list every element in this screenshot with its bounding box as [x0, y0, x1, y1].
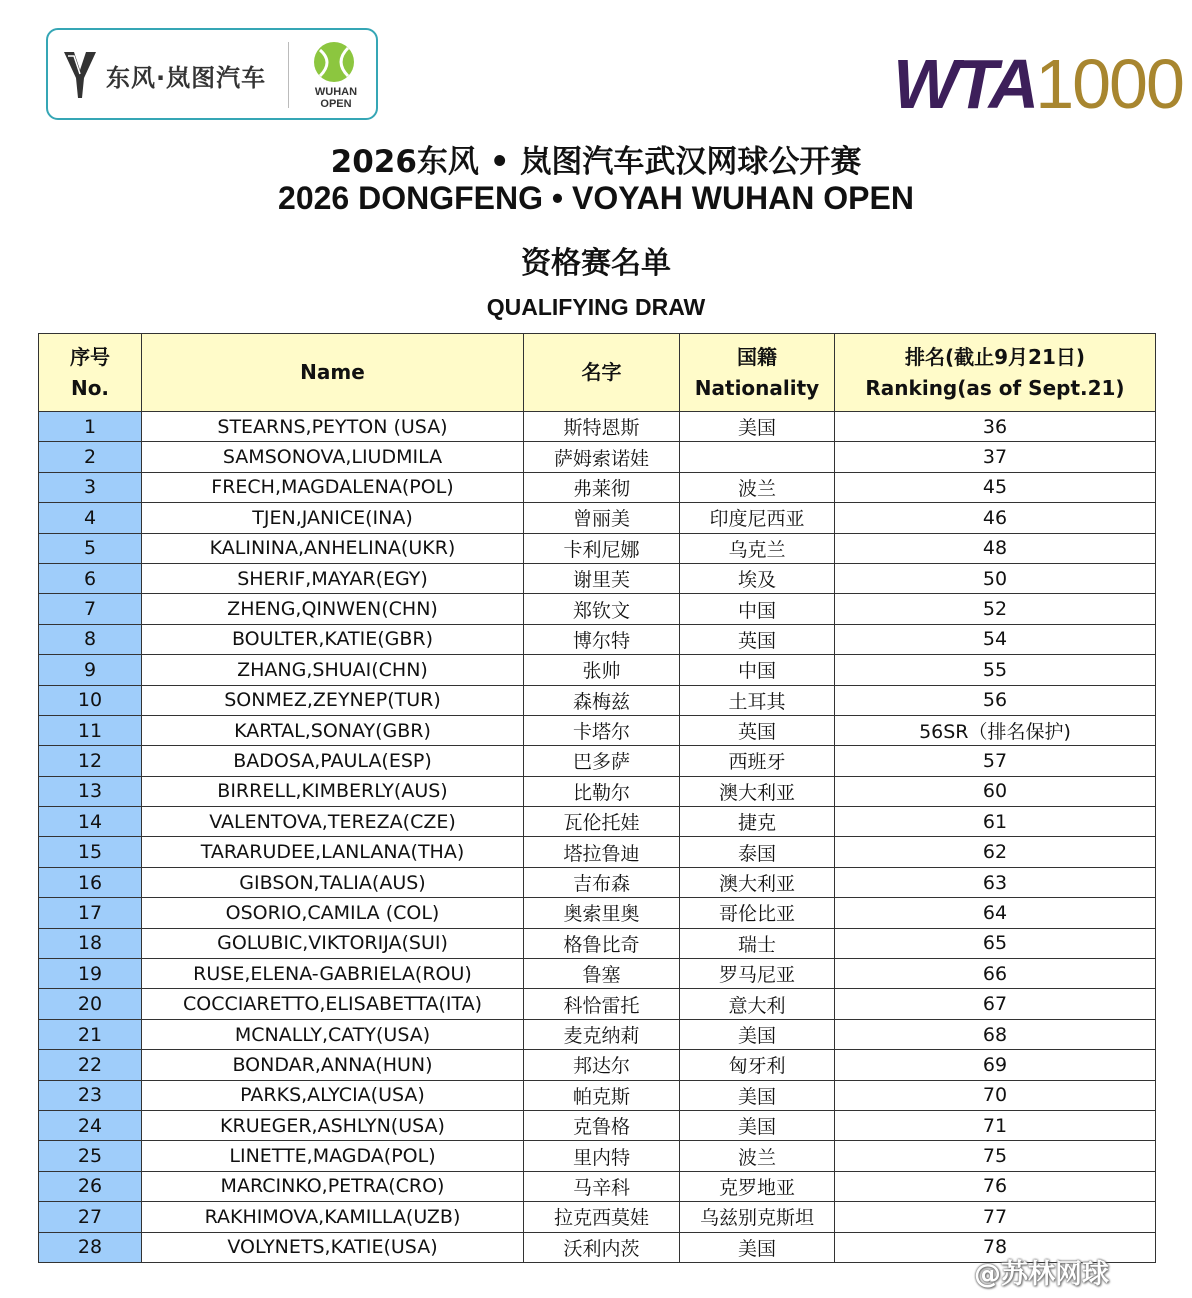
- row-number-cell: 5: [39, 533, 142, 563]
- player-name-cell: BIRRELL,KIMBERLY(AUS): [142, 776, 524, 806]
- player-name-cell: STEARNS,PEYTON (USA): [142, 412, 524, 442]
- header-ranking-en: Ranking(as of Sept.21): [865, 375, 1125, 400]
- player-name-cn-cell: 里内特: [524, 1141, 680, 1171]
- table-row: [39, 959, 1156, 989]
- player-name-cell: SONMEZ,ZEYNEP(TUR): [142, 685, 524, 715]
- row-number-cell: 15: [39, 837, 142, 867]
- table-row: [39, 776, 1156, 806]
- player-name-cn-cell: 吉布森: [524, 867, 680, 897]
- row-number-cell: 28: [39, 1232, 142, 1262]
- row-number-cell: 7: [39, 594, 142, 624]
- player-name-cell: COCCIARETTO,ELISABETTA(ITA): [142, 989, 524, 1019]
- row-number-cell: 17: [39, 898, 142, 928]
- table-row: [39, 563, 1156, 593]
- row-number-cell: 16: [39, 867, 142, 897]
- nationality-cell: 泰国: [680, 837, 835, 867]
- nationality-cell: 瑞士: [680, 928, 835, 958]
- table-row: [39, 1110, 1156, 1140]
- nationality-cell: 美国: [680, 1110, 835, 1140]
- player-name-cell: BONDAR,ANNA(HUN): [142, 1050, 524, 1080]
- table-body: [39, 412, 1156, 1263]
- ranking-cell: 45: [835, 472, 1156, 502]
- row-number-cell: 9: [39, 655, 142, 685]
- row-number-cell: 22: [39, 1050, 142, 1080]
- wta-1000-logo: [893, 44, 1183, 124]
- table-row: [39, 685, 1156, 715]
- table-row: [39, 655, 1156, 685]
- header-name-en: Name: [300, 360, 365, 384]
- voyah-logo-icon: [62, 48, 98, 102]
- table-row: [39, 1141, 1156, 1171]
- table-row: [39, 1080, 1156, 1110]
- player-name-cn-cell: 沃利内茨: [524, 1232, 680, 1262]
- player-name-cell: SAMSONOVA,LIUDMILA: [142, 442, 524, 472]
- player-name-cell: PARKS,ALYCIA(USA): [142, 1080, 524, 1110]
- row-number-cell: 10: [39, 685, 142, 715]
- ranking-cell: 64: [835, 898, 1156, 928]
- player-name-cell: KALININA,ANHELINA(UKR): [142, 533, 524, 563]
- table-row: [39, 1019, 1156, 1049]
- nationality-cell: 乌兹别克斯坦: [680, 1202, 835, 1232]
- subtitle-chinese: 资格赛名单: [521, 246, 671, 281]
- table-row: [39, 1171, 1156, 1201]
- subtitle-english: QUALIFYING DRAW: [486, 294, 706, 320]
- nationality-cell: 中国: [680, 655, 835, 685]
- ranking-cell: 63: [835, 867, 1156, 897]
- player-name-cell: LINETTE,MAGDA(POL): [142, 1141, 524, 1171]
- nationality-cell: 土耳其: [680, 685, 835, 715]
- header-nationality: [680, 334, 835, 412]
- player-name-cell: MCNALLY,CATY(USA): [142, 1019, 524, 1049]
- player-name-cell: MARCINKO,PETRA(CRO): [142, 1171, 524, 1201]
- player-name-cn-cell: 马辛科: [524, 1171, 680, 1201]
- wta-logo-word: WTA: [893, 45, 1036, 123]
- player-name-cn-cell: 萨姆索诺娃: [524, 442, 680, 472]
- row-number-cell: 11: [39, 715, 142, 745]
- sponsor-logo-text: 东风·岚图汽车: [106, 64, 267, 92]
- event-logo-line2: OPEN: [320, 98, 352, 110]
- ranking-cell: 60: [835, 776, 1156, 806]
- table-row: [39, 442, 1156, 472]
- event-logo-line1: WUHAN: [314, 86, 358, 98]
- player-name-cell: ZHENG,QINWEN(CHN): [142, 594, 524, 624]
- nationality-cell: 西班牙: [680, 746, 835, 776]
- header-nationality-cn: 国籍: [737, 344, 777, 369]
- header-name-cn: [524, 334, 680, 412]
- player-name-cell: RUSE,ELENA-GABRIELA(ROU): [142, 959, 524, 989]
- player-name-cell: SHERIF,MAYAR(EGY): [142, 563, 524, 593]
- player-name-cn-cell: 麦克纳莉: [524, 1019, 680, 1049]
- nationality-cell: 克罗地亚: [680, 1171, 835, 1201]
- player-name-cn-cell: 比勒尔: [524, 776, 680, 806]
- header-nationality-en: Nationality: [694, 375, 820, 400]
- table-row: [39, 1050, 1156, 1080]
- player-name-cn-cell: 博尔特: [524, 624, 680, 654]
- nationality-cell: 英国: [680, 715, 835, 745]
- table-row: [39, 898, 1156, 928]
- header-ranking: [835, 334, 1156, 412]
- player-name-cn-cell: 卡利尼娜: [524, 533, 680, 563]
- table-header-row: [39, 334, 1156, 412]
- ranking-cell: 67: [835, 989, 1156, 1019]
- ranking-cell: 70: [835, 1080, 1156, 1110]
- player-name-cell: OSORIO,CAMILA (COL): [142, 898, 524, 928]
- row-number-cell: 13: [39, 776, 142, 806]
- player-name-cell: TARARUDEE,LANLANA(THA): [142, 837, 524, 867]
- player-name-cell: GIBSON,TALIA(AUS): [142, 867, 524, 897]
- ranking-cell: 62: [835, 837, 1156, 867]
- row-number-cell: 18: [39, 928, 142, 958]
- table-row: [39, 1202, 1156, 1232]
- tennis-ball-icon: [312, 40, 356, 84]
- nationality-cell: 乌克兰: [680, 533, 835, 563]
- player-name-cell: ZHANG,SHUAI(CHN): [142, 655, 524, 685]
- qualifying-draw-table: [38, 333, 1156, 1263]
- header-name: [142, 334, 524, 412]
- header-number-en: No.: [70, 375, 110, 400]
- ranking-cell: 77: [835, 1202, 1156, 1232]
- player-name-cn-cell: 帕克斯: [524, 1080, 680, 1110]
- player-name-cn-cell: 拉克西莫娃: [524, 1202, 680, 1232]
- player-name-cn-cell: 瓦伦托娃: [524, 807, 680, 837]
- nationality-cell: 捷克: [680, 807, 835, 837]
- nationality-cell: 澳大利亚: [680, 867, 835, 897]
- player-name-cn-cell: 弗莱彻: [524, 472, 680, 502]
- ranking-cell: 50: [835, 563, 1156, 593]
- ranking-cell: 52: [835, 594, 1156, 624]
- row-number-cell: 21: [39, 1019, 142, 1049]
- event-logo-text: [300, 86, 372, 110]
- player-name-cell: BOULTER,KATIE(GBR): [142, 624, 524, 654]
- ranking-cell: 56: [835, 685, 1156, 715]
- player-name-cn-cell: 卡塔尔: [524, 715, 680, 745]
- weibo-watermark: @苏林网球: [974, 1259, 1109, 1290]
- wta-logo-number: 1000: [1035, 45, 1183, 123]
- nationality-cell: 英国: [680, 624, 835, 654]
- player-name-cn-cell: 塔拉鲁迪: [524, 837, 680, 867]
- nationality-cell: 美国: [680, 412, 835, 442]
- player-name-cn-cell: 邦达尔: [524, 1050, 680, 1080]
- ranking-cell: 65: [835, 928, 1156, 958]
- table-row: [39, 503, 1156, 533]
- player-name-cn-cell: 郑钦文: [524, 594, 680, 624]
- player-name-cell: FRECH,MAGDALENA(POL): [142, 472, 524, 502]
- table-row: [39, 989, 1156, 1019]
- player-name-cn-cell: 斯特恩斯: [524, 412, 680, 442]
- player-name-cn-cell: 克鲁格: [524, 1110, 680, 1140]
- header-number-cn: 序号: [70, 344, 110, 369]
- nationality-cell: 印度尼西亚: [680, 503, 835, 533]
- row-number-cell: 27: [39, 1202, 142, 1232]
- nationality-cell: 罗马尼亚: [680, 959, 835, 989]
- nationality-cell: 波兰: [680, 472, 835, 502]
- player-name-cell: VOLYNETS,KATIE(USA): [142, 1232, 524, 1262]
- header-number: [39, 334, 142, 412]
- row-number-cell: 6: [39, 563, 142, 593]
- nationality-cell: 波兰: [680, 1141, 835, 1171]
- sponsor-logo-box: [46, 28, 378, 120]
- nationality-cell: 美国: [680, 1019, 835, 1049]
- player-name-cn-cell: 格鲁比奇: [524, 928, 680, 958]
- ranking-cell: 71: [835, 1110, 1156, 1140]
- player-name-cn-cell: 谢里芙: [524, 563, 680, 593]
- row-number-cell: 25: [39, 1141, 142, 1171]
- row-number-cell: 2: [39, 442, 142, 472]
- nationality-cell: 澳大利亚: [680, 776, 835, 806]
- nationality-cell: [680, 442, 835, 472]
- table-row: [39, 472, 1156, 502]
- nationality-cell: 哥伦比亚: [680, 898, 835, 928]
- ranking-cell: 75: [835, 1141, 1156, 1171]
- ranking-cell: 68: [835, 1019, 1156, 1049]
- table-row: [39, 746, 1156, 776]
- row-number-cell: 8: [39, 624, 142, 654]
- row-number-cell: 1: [39, 412, 142, 442]
- row-number-cell: 23: [39, 1080, 142, 1110]
- ranking-cell: 48: [835, 533, 1156, 563]
- ranking-cell: 54: [835, 624, 1156, 654]
- player-name-cell: TJEN,JANICE(INA): [142, 503, 524, 533]
- player-name-cn-cell: 巴多萨: [524, 746, 680, 776]
- row-number-cell: 14: [39, 807, 142, 837]
- row-number-cell: 20: [39, 989, 142, 1019]
- player-name-cn-cell: 张帅: [524, 655, 680, 685]
- header-ranking-cn: 排名(截止9月21日): [904, 344, 1086, 369]
- table-row: [39, 594, 1156, 624]
- ranking-cell: 76: [835, 1171, 1156, 1201]
- player-name-cell: RAKHIMOVA,KAMILLA(UZB): [142, 1202, 524, 1232]
- header-name-cn-text: 名字: [581, 360, 622, 384]
- player-name-cn-cell: 奥索里奥: [524, 898, 680, 928]
- table-row: [39, 715, 1156, 745]
- table-row: [39, 412, 1156, 442]
- title-chinese: 2026东风 • 岚图汽车武汉网球公开赛: [330, 144, 862, 180]
- ranking-cell: 46: [835, 503, 1156, 533]
- nationality-cell: 匈牙利: [680, 1050, 835, 1080]
- player-name-cn-cell: 森梅兹: [524, 685, 680, 715]
- nationality-cell: 意大利: [680, 989, 835, 1019]
- table-row: [39, 624, 1156, 654]
- ranking-cell: 69: [835, 1050, 1156, 1080]
- nationality-cell: 美国: [680, 1080, 835, 1110]
- nationality-cell: 中国: [680, 594, 835, 624]
- table-row: [39, 837, 1156, 867]
- player-name-cell: BADOSA,PAULA(ESP): [142, 746, 524, 776]
- player-name-cell: GOLUBIC,VIKTORIJA(SUI): [142, 928, 524, 958]
- player-name-cn-cell: 曾丽美: [524, 503, 680, 533]
- ranking-cell: 78: [835, 1232, 1156, 1262]
- row-number-cell: 3: [39, 472, 142, 502]
- ranking-cell: 37: [835, 442, 1156, 472]
- player-name-cell: KRUEGER,ASHLYN(USA): [142, 1110, 524, 1140]
- player-name-cell: VALENTOVA,TEREZA(CZE): [142, 807, 524, 837]
- ranking-cell: 57: [835, 746, 1156, 776]
- row-number-cell: 26: [39, 1171, 142, 1201]
- row-number-cell: 4: [39, 503, 142, 533]
- title-english: 2026 DONGFENG • VOYAH WUHAN OPEN: [278, 180, 914, 216]
- nationality-cell: 埃及: [680, 563, 835, 593]
- ranking-cell: 61: [835, 807, 1156, 837]
- ranking-cell: 36: [835, 412, 1156, 442]
- table-row: [39, 867, 1156, 897]
- row-number-cell: 12: [39, 746, 142, 776]
- table-row: [39, 807, 1156, 837]
- table-row: [39, 533, 1156, 563]
- ranking-cell: 66: [835, 959, 1156, 989]
- player-name-cn-cell: 鲁塞: [524, 959, 680, 989]
- ranking-cell: 56SR（排名保护): [835, 715, 1156, 745]
- table-row: [39, 928, 1156, 958]
- nationality-cell: 美国: [680, 1232, 835, 1262]
- row-number-cell: 19: [39, 959, 142, 989]
- logo-divider: [288, 42, 289, 108]
- player-name-cell: KARTAL,SONAY(GBR): [142, 715, 524, 745]
- ranking-cell: 55: [835, 655, 1156, 685]
- player-name-cn-cell: 科恰雷托: [524, 989, 680, 1019]
- row-number-cell: 24: [39, 1110, 142, 1140]
